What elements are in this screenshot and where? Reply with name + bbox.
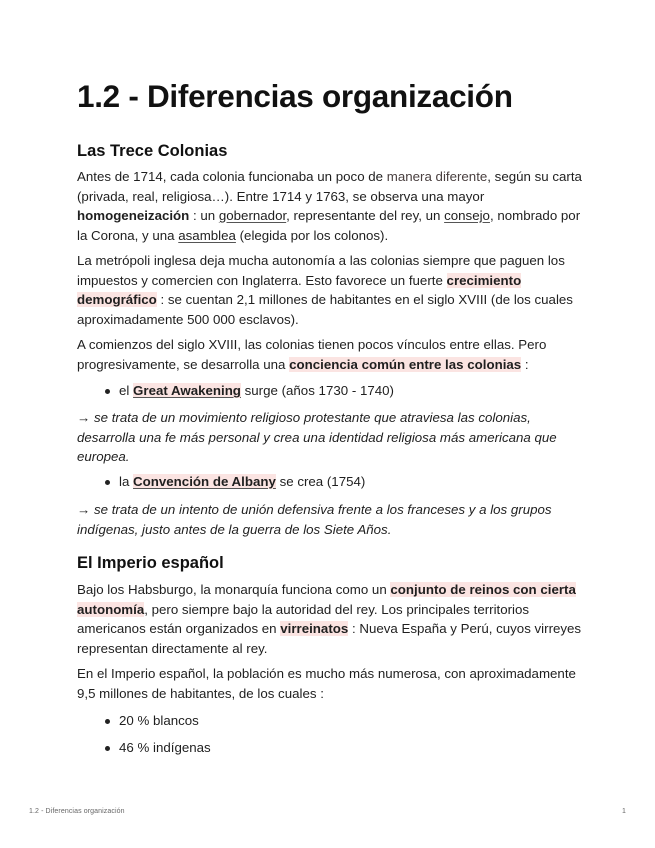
list-item — [77, 472, 365, 492]
text-span: (elegida por los colonos). — [235, 227, 389, 243]
text-span: La metrópoli inglesa deja mucha autonomía a las colonias siempre que paguen los impuestos y comercien con Inglaterra. Esto favorece un fuerte — [77, 253, 565, 288]
highlighted-term: conjunto de reinos con cierta autonomía — [77, 582, 576, 617]
text-span: , según su carta (privada, real, religiosa…). Entre 1714 y 1763, se observa una mayor — [77, 169, 582, 204]
paragraph-habsburgo — [77, 580, 582, 658]
text-span: Bajo los Habsburgo, la monarquía funciona como un — [77, 582, 391, 597]
text-span: surge (años 1730 - 1740) — [240, 383, 394, 398]
underlined-term: gobernador — [218, 208, 287, 223]
text-span: : — [521, 356, 529, 372]
text-span: : un — [189, 208, 219, 223]
underlined-term: consejo — [444, 208, 490, 223]
bold-term: homogeneización — [77, 208, 190, 223]
page-number: 1 — [622, 808, 626, 815]
highlighted-term: virreinatos — [280, 621, 349, 636]
text-span: , pero siempre bajo la autoridad del rey. Los principales territorios americanos están organizados en — [77, 601, 530, 636]
highlighted-term: conciencia común entre las colonias — [289, 356, 522, 372]
text-span: el — [119, 383, 134, 398]
note-convencion-albany: → se trata de un intento de unión defensiva frente a los franceses y a los grupos indígenas, justo antes de la guerra de los Siete Años. — [77, 502, 552, 537]
page-title: 1.2 - Diferencias organización — [77, 78, 513, 114]
paragraph-poblacion: En el Imperio español, la población es mucho más numerosa, con aproximadamente 9,5 millones de habitantes, de los cuales : — [77, 666, 576, 701]
paragraph-colonias-organizacion — [77, 167, 582, 245]
list-item — [77, 381, 394, 401]
text-span: : Nueva España y Perú, cuyos virreyes representan directamente al rey. — [77, 621, 582, 656]
bullet-list — [77, 472, 365, 492]
list-item: 20 % blancos — [77, 711, 211, 731]
text-span: A comienzos del siglo XVIII, las colonias tienen pocos vínculos entre ellas. Pero progresivamente, se desarrolla una — [77, 337, 547, 372]
bullet-list-poblacion — [77, 711, 211, 757]
highlighted-term: Great Awakening — [133, 383, 241, 398]
text-span: se crea (1754) — [275, 474, 366, 489]
section-heading-trece-colonias: Las Trece Colonias — [77, 142, 228, 160]
highlighted-term: Convención de Albany — [133, 474, 276, 489]
text-span: : se cuentan 2,1 millones de habitantes en el siglo XVIII (de los cuales aproximadamente 500 000 esclavos). — [77, 292, 573, 327]
text-span: , nombrado por la Corona, y una — [77, 208, 581, 243]
paragraph-metropoli — [77, 251, 582, 329]
list-item: 46 % indígenas — [77, 738, 211, 758]
bullet-list — [77, 381, 394, 401]
highlighted-term: crecimiento demográfico — [77, 272, 522, 307]
text-span: , representante del rey, un — [286, 208, 445, 223]
footer-title: 1.2 - Diferencias organización — [29, 808, 125, 815]
section-heading-imperio-espanol: El Imperio español — [77, 554, 224, 572]
text-span: manera diferente — [386, 169, 488, 184]
underlined-term: asamblea — [178, 227, 236, 243]
paragraph-conciencia-comun — [77, 335, 582, 374]
text-span: Antes de 1714, cada colonia funcionaba un poco de — [77, 169, 387, 184]
text-span: la — [119, 474, 134, 489]
note-great-awakening: → se trata de un movimiento religioso protestante que atraviesa las colonias, desarrolla una fe más personal y crea una identidad religiosa más americana que europea. — [77, 410, 557, 464]
